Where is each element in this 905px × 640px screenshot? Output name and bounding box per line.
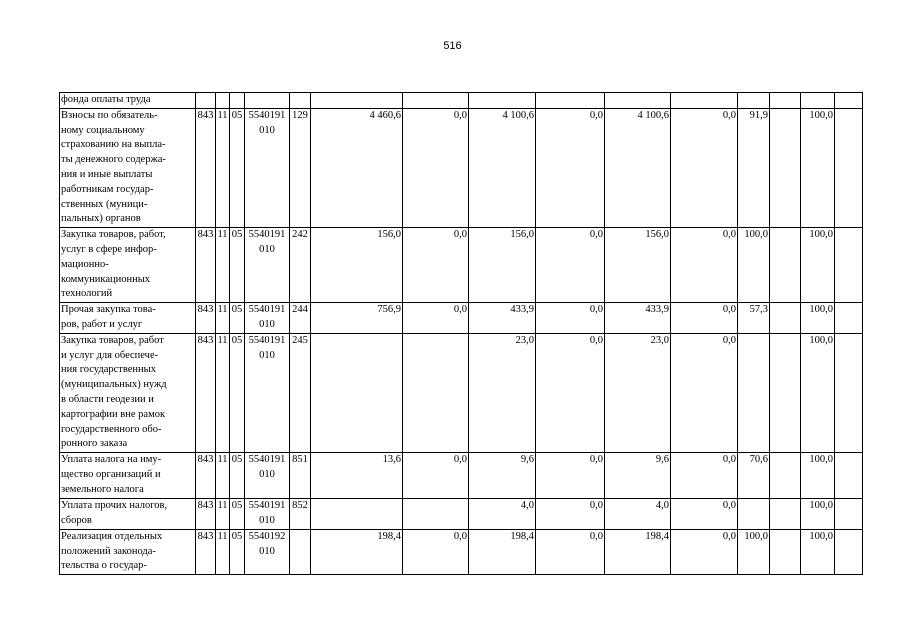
- page-number: 516: [443, 40, 462, 52]
- value-cell-6: 0,0: [671, 108, 738, 227]
- value-cell-7: [738, 333, 770, 452]
- value-cell-1: 13,6: [311, 453, 403, 499]
- value-cell-1: [311, 333, 403, 452]
- value-cell-3: 156,0: [469, 228, 536, 303]
- value-cell-10: [835, 228, 863, 303]
- ministry-code-cell: 843: [196, 303, 216, 334]
- section-code-cell: 11: [216, 499, 230, 530]
- value-cell-8: [770, 333, 801, 452]
- value-cell-4: 0,0: [536, 228, 605, 303]
- value-cell-7: [738, 93, 770, 109]
- target-article-cell: [245, 93, 290, 109]
- row-name-cell: Уплата налога на иму- щество организаций и земельного налога: [60, 453, 196, 499]
- value-cell-7: 91,9: [738, 108, 770, 227]
- value-cell-9: 100,0: [801, 499, 835, 530]
- expense-type-cell: 244: [290, 303, 311, 334]
- value-cell-4: 0,0: [536, 529, 605, 574]
- value-cell-8: [770, 453, 801, 499]
- ministry-code-cell: 843: [196, 228, 216, 303]
- value-cell-6: 0,0: [671, 333, 738, 452]
- table-row: [60, 93, 863, 109]
- expense-type-cell: 852: [290, 499, 311, 530]
- target-article-cell: 5540192 010: [245, 529, 290, 574]
- ministry-code-cell: 843: [196, 453, 216, 499]
- value-cell-2: [403, 499, 469, 530]
- ministry-code-cell: 843: [196, 499, 216, 530]
- value-cell-1: 198,4: [311, 529, 403, 574]
- value-cell-3: 9,6: [469, 453, 536, 499]
- expense-type-cell: [290, 93, 311, 109]
- value-cell-2: 0,0: [403, 453, 469, 499]
- row-name-cell: Уплата прочих налогов, сборов: [60, 499, 196, 530]
- table-row: [60, 529, 863, 574]
- value-cell-1: 4 460,6: [311, 108, 403, 227]
- table-row: [60, 303, 863, 334]
- value-cell-6: 0,0: [671, 453, 738, 499]
- value-cell-5: 4 100,6: [605, 108, 671, 227]
- row-name-cell: Взносы по обязатель- ному социальному страхованию на выпла- ты денежного содержа- ния и иные выплаты работникам государ- ственных (муници- пальных) органов: [60, 108, 196, 227]
- target-article-cell: 5540191 010: [245, 499, 290, 530]
- section-code-cell: 11: [216, 453, 230, 499]
- section-code-cell: 11: [216, 303, 230, 334]
- value-cell-8: [770, 93, 801, 109]
- subsection-code-cell: 05: [230, 529, 245, 574]
- value-cell-2: 0,0: [403, 228, 469, 303]
- row-name-cell: Прочая закупка това- ров, работ и услуг: [60, 303, 196, 334]
- target-article-cell: 5540191 010: [245, 228, 290, 303]
- value-cell-4: [536, 93, 605, 109]
- row-name-cell: Закупка товаров, работ, услуг в сфере инфор- мационно- коммуникационных технологий: [60, 228, 196, 303]
- value-cell-1: [311, 93, 403, 109]
- value-cell-10: [835, 529, 863, 574]
- value-cell-2: 0,0: [403, 303, 469, 334]
- value-cell-3: 23,0: [469, 333, 536, 452]
- value-cell-7: 70,6: [738, 453, 770, 499]
- value-cell-5: 9,6: [605, 453, 671, 499]
- value-cell-6: 0,0: [671, 228, 738, 303]
- value-cell-3: 4 100,6: [469, 108, 536, 227]
- value-cell-9: 100,0: [801, 108, 835, 227]
- value-cell-4: 0,0: [536, 303, 605, 334]
- value-cell-10: [835, 93, 863, 109]
- section-code-cell: 11: [216, 228, 230, 303]
- subsection-code-cell: 05: [230, 228, 245, 303]
- target-article-cell: 5540191 010: [245, 453, 290, 499]
- row-name-cell: Реализация отдельных положений законода- тельства о государ-: [60, 529, 196, 574]
- subsection-code-cell: [230, 93, 245, 109]
- value-cell-8: [770, 303, 801, 334]
- value-cell-4: 0,0: [536, 108, 605, 227]
- section-code-cell: 11: [216, 333, 230, 452]
- subsection-code-cell: 05: [230, 333, 245, 452]
- section-code-cell: 11: [216, 529, 230, 574]
- value-cell-5: [605, 93, 671, 109]
- subsection-code-cell: 05: [230, 303, 245, 334]
- value-cell-3: 4,0: [469, 499, 536, 530]
- value-cell-4: 0,0: [536, 333, 605, 452]
- value-cell-5: 433,9: [605, 303, 671, 334]
- value-cell-5: 23,0: [605, 333, 671, 452]
- value-cell-7: 100,0: [738, 529, 770, 574]
- value-cell-7: [738, 499, 770, 530]
- table-row: [60, 228, 863, 303]
- value-cell-5: 4,0: [605, 499, 671, 530]
- row-name-cell: фонда оплаты труда: [60, 93, 196, 109]
- value-cell-9: 100,0: [801, 228, 835, 303]
- value-cell-8: [770, 108, 801, 227]
- row-name-cell: Закупка товаров, работ и услуг для обеспече- ния государственных (муниципальных) нужд в области геодезии и картографии вне рамок государственного обо- ронного заказа: [60, 333, 196, 452]
- section-code-cell: 11: [216, 108, 230, 227]
- value-cell-9: 100,0: [801, 529, 835, 574]
- value-cell-9: 100,0: [801, 303, 835, 334]
- value-cell-1: [311, 499, 403, 530]
- section-code-cell: [216, 93, 230, 109]
- subsection-code-cell: 05: [230, 108, 245, 227]
- ministry-code-cell: [196, 93, 216, 109]
- value-cell-6: 0,0: [671, 499, 738, 530]
- value-cell-8: [770, 529, 801, 574]
- expense-type-cell: [290, 529, 311, 574]
- table-row: [60, 453, 863, 499]
- value-cell-2: [403, 93, 469, 109]
- value-cell-2: 0,0: [403, 108, 469, 227]
- subsection-code-cell: 05: [230, 453, 245, 499]
- value-cell-7: 100,0: [738, 228, 770, 303]
- target-article-cell: 5540191 010: [245, 333, 290, 452]
- target-article-cell: 5540191 010: [245, 108, 290, 227]
- table-row: [60, 499, 863, 530]
- value-cell-10: [835, 303, 863, 334]
- expense-type-cell: 242: [290, 228, 311, 303]
- value-cell-6: [671, 93, 738, 109]
- value-cell-10: [835, 499, 863, 530]
- value-cell-2: 0,0: [403, 529, 469, 574]
- value-cell-9: 100,0: [801, 453, 835, 499]
- subsection-code-cell: 05: [230, 499, 245, 530]
- value-cell-2: [403, 333, 469, 452]
- value-cell-5: 156,0: [605, 228, 671, 303]
- value-cell-6: 0,0: [671, 303, 738, 334]
- table-row: [60, 333, 863, 452]
- value-cell-4: 0,0: [536, 499, 605, 530]
- value-cell-3: 433,9: [469, 303, 536, 334]
- value-cell-10: [835, 108, 863, 227]
- table-row: [60, 108, 863, 227]
- ministry-code-cell: 843: [196, 108, 216, 227]
- value-cell-1: 156,0: [311, 228, 403, 303]
- value-cell-9: [801, 93, 835, 109]
- value-cell-3: [469, 93, 536, 109]
- value-cell-9: 100,0: [801, 333, 835, 452]
- value-cell-8: [770, 228, 801, 303]
- value-cell-8: [770, 499, 801, 530]
- expense-type-cell: 129: [290, 108, 311, 227]
- value-cell-3: 198,4: [469, 529, 536, 574]
- value-cell-5: 198,4: [605, 529, 671, 574]
- value-cell-7: 57,3: [738, 303, 770, 334]
- value-cell-10: [835, 333, 863, 452]
- value-cell-10: [835, 453, 863, 499]
- ministry-code-cell: 843: [196, 529, 216, 574]
- expense-type-cell: 245: [290, 333, 311, 452]
- value-cell-6: 0,0: [671, 529, 738, 574]
- budget-table: [59, 92, 863, 575]
- ministry-code-cell: 843: [196, 333, 216, 452]
- expense-type-cell: 851: [290, 453, 311, 499]
- target-article-cell: 5540191 010: [245, 303, 290, 334]
- value-cell-4: 0,0: [536, 453, 605, 499]
- value-cell-1: 756,9: [311, 303, 403, 334]
